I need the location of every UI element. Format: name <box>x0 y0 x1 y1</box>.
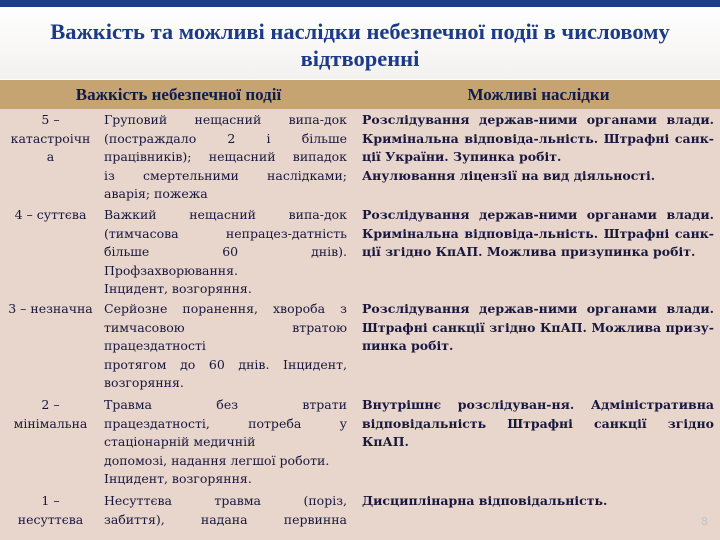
consequences-cell <box>362 492 714 511</box>
severity-text: 2 – <box>41 397 60 412</box>
slide-title <box>0 7 720 79</box>
event-text: Інцидент, возгоряння. <box>104 281 252 297</box>
title-line-1: Важкість та можливі наслідки небезпечної події в числовому <box>50 19 670 44</box>
event-text: Важкий нещасний випа-док <box>104 207 347 222</box>
severity-text: несуттєва <box>17 511 84 527</box>
event-text: тимчасовою втратою <box>104 319 347 335</box>
severity-cell <box>3 206 98 225</box>
event-cell <box>104 111 347 204</box>
consequences-text: Дисциплінарна відповідальність. <box>362 493 608 508</box>
event-text: Травма без втрати <box>104 397 347 412</box>
severity-cell <box>3 492 98 529</box>
top-accent-bar <box>0 0 720 7</box>
consequences-cell <box>362 206 714 262</box>
severity-cell <box>3 111 98 167</box>
consequences-cell <box>362 111 714 185</box>
consequences-text: Розслідування держав-ними органами влади. <box>362 112 714 127</box>
consequences-text: ції України. Зупинка робіт. <box>362 149 562 165</box>
event-text: Профзахворювання. <box>104 262 238 278</box>
severity-cell <box>3 300 98 319</box>
severity-text: а <box>46 149 55 165</box>
event-text: Серйозне поранення, хвороба з <box>104 301 347 316</box>
severity-text: катастроічн <box>10 130 91 146</box>
consequences-text: пинка робіт. <box>362 338 454 354</box>
event-text: (постраждало 2 і більше <box>104 130 347 146</box>
consequences-text: ції згідно КпАП. Можлива призупинка робіт. <box>362 244 696 260</box>
consequences-text: Розслідування держав-ними органами влади. <box>362 207 714 222</box>
event-cell <box>104 206 347 299</box>
event-text: працівників); нещасний випадок <box>104 149 347 165</box>
event-text: аварія; пожежа <box>104 186 208 202</box>
event-text: (тимчасова непрацез-датність <box>104 225 347 241</box>
severity-text: 3 – незначна <box>8 301 93 316</box>
page-number: 8 <box>701 515 708 528</box>
event-text: Несуттєва травма (поріз, <box>104 493 347 508</box>
severity-text: 5 – <box>41 112 60 127</box>
event-text: Груповий нещасний випа-док <box>104 112 347 127</box>
table-header-row <box>0 80 720 109</box>
event-cell <box>104 396 347 489</box>
event-text: протягом до 60 днів. Інцидент, <box>104 356 347 372</box>
event-cell <box>104 492 347 529</box>
event-text: працездатності, потреба у <box>104 415 347 431</box>
consequences-text: Кримінальна відповіда-льність. Штрафні санк- <box>362 225 714 241</box>
consequences-text: Кримінальна відповіда-льність. Штрафні санк- <box>362 130 714 146</box>
consequences-text: Внутрішнє розслідуван-ня. Адміністративна <box>362 397 714 412</box>
consequences-cell <box>362 396 714 452</box>
event-cell <box>104 300 347 393</box>
event-text: допомозі, надання легшої роботи. <box>104 452 330 468</box>
consequences-text: Розслідування держав-ними органами влади. <box>362 301 714 316</box>
event-text: із смертельними наслідками; <box>104 167 347 183</box>
severity-text: мінімальна <box>13 415 88 431</box>
event-text: Інцидент, возгоряння. <box>104 471 252 487</box>
consequences-text: Штрафні санкції згідно КпАП. Можлива призу- <box>362 319 714 335</box>
consequences-cell <box>362 300 714 356</box>
severity-text: 4 – суттєва <box>14 207 87 222</box>
event-text: возгоряння. <box>104 375 184 391</box>
header-severity: Важкість небезпечної події <box>75 85 282 104</box>
event-text: більше 60 днів). <box>104 244 347 260</box>
severity-text: 1 – <box>41 493 60 508</box>
consequences-text: відповідальність Штрафні санкції згідно КпАП. <box>362 415 714 450</box>
event-text: забиття), надана первинна <box>104 511 347 527</box>
event-text: стаціонарній медичній <box>104 434 256 450</box>
consequences-text: Анулювання ліцензії на вид діяльності. <box>362 167 656 183</box>
title-line-2: відтворенні <box>300 46 420 71</box>
header-consequences: Можливі наслідки <box>467 85 610 104</box>
severity-cell <box>3 396 98 433</box>
event-text: працездатності <box>104 338 206 354</box>
